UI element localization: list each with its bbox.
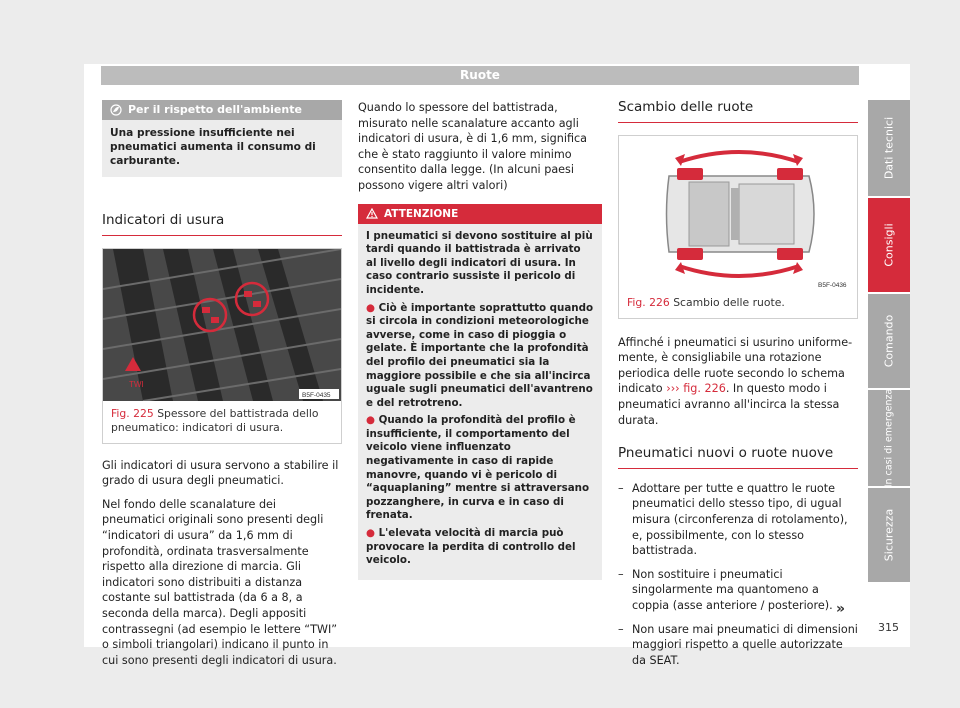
- figure-225-caption: Fig. 225 Spessore del battistrada dello pneumatico: indicatori di usura.: [111, 406, 319, 434]
- warning-triangle-icon: [366, 208, 378, 219]
- list-item: – Non usare mai pneumatici di dimensioni maggiori rispetto a quelle autorizzate da SEAT.: [618, 622, 858, 669]
- figure-226-code: B5F-0436: [818, 281, 847, 289]
- warning-box: [358, 204, 602, 580]
- figure-226: [618, 135, 858, 319]
- environment-note: [102, 100, 342, 177]
- figure-226-caption: Fig. 226 Scambio delle ruote.: [627, 295, 785, 309]
- advice-list: [618, 481, 858, 669]
- list-item: – Adottare per tutte e quattro le ruote pneumatici dello stesso tipo, di ugual misura (circonferenza di rotolamento), e, possibilmente, con lo stesso battistrada.: [618, 481, 858, 559]
- page-number: 315: [878, 621, 899, 634]
- warning-bullet-2: ● Quando la profondità del profilo è insufficiente, il comportamento del veicolo viene influenzato negativamente in caso di rapide manovre, quando vi è pericolo di “aquaplaning” mentre si attraversano pozzanghere, in curva e in caso di frenata.: [366, 414, 590, 522]
- leaf-icon: [110, 104, 122, 116]
- wheel-rotation-diagram: [619, 136, 857, 290]
- page-header: Ruote: [101, 66, 859, 85]
- warning-intro: I pneumatici si devono sostituire al più tardi quando il battistrada è arrivato al livello degli indicatori di usura. In caso contrario sussiste il pericolo di incidente.: [366, 229, 593, 296]
- list-item: – Non sostituire i pneumatici singolarmente ma quantomeno a coppia (asse anteriore / posteriore).: [618, 567, 858, 614]
- section-title-scambio: Scambio delle ruote: [618, 100, 858, 123]
- tire-tread-image: [103, 249, 341, 401]
- tab-consigli[interactable]: Consigli: [868, 198, 910, 292]
- environment-note-text: Una pressione insufficiente nei pneumatici aumenta il consumo di carburante.: [110, 127, 316, 167]
- paragraph-usura-2: Nel fondo delle scanalature dei pneumatici originali sono presenti degli “indicatori di usura” da 1,6 mm di profondità, ordinata trasversalmente rispetto alla direzione di marcia. Gli indicatori sono distribuiti a distanza costante sul battistrada (da 6 a 8, a seconda della marca). Degli appositi contrassegni (ad esempio le lettere “TWI” o simboli triangolari) indicano il punto in cui sono presenti degli indicatori di usura.: [102, 497, 338, 667]
- figure-225-number: Fig. 225: [111, 406, 154, 420]
- tab-in-casi-di-emergenza[interactable]: In casi di emergenza: [868, 390, 910, 486]
- figure-225: [102, 248, 342, 444]
- column-1: [102, 100, 342, 676]
- figure-226-link[interactable]: ››› fig. 226: [666, 382, 726, 396]
- figure-225-code: B5F-0435: [302, 391, 331, 399]
- column-2: [358, 100, 602, 580]
- paragraph-scambio: Affinché i pneumatici si usurino uniformemente, è consigliabile una rotazione periodica delle ruote secondo lo schema indicato ››› fig. 226. In questo modo i pneumatici avranno all'incirca la stessa durata.: [618, 335, 853, 427]
- paragraph-usura-1: Gli indicatori di usura servono a stabilire il grado di usura degli pneumatici.: [102, 458, 339, 488]
- paragraph-spessore: Quando lo spessore del battistrada, misurato nelle scanalature accanto agli indicatori di usura, è di 1,6 mm, significa che è stato raggiunto il valore minimo consentito dalla legge. (In alcuni paesi possono vigere altri valori): [358, 101, 588, 192]
- environment-note-title: Per il rispetto dell'ambiente: [128, 103, 302, 116]
- warning-bullet-1: ● Ciò è importante soprattutto quando si circola in condizioni meteorologiche avverse, come in caso di pioggia o gelate. È importante che la profondità del profilo dei pneumatici sia la maggiore possibile e che sia all'incirca uguale sugli pneumatici dell'avantreno e del retrotreno.: [366, 301, 594, 409]
- continued-marker: »: [836, 601, 846, 617]
- column-3: [618, 100, 858, 676]
- tab-comando[interactable]: Comando: [868, 294, 910, 388]
- tab-sicurezza[interactable]: Sicurezza: [868, 488, 910, 582]
- warning-title: ATTENZIONE: [384, 207, 459, 220]
- figure-226-number: Fig. 226: [627, 295, 670, 309]
- section-title-nuovi: Pneumatici nuovi o ruote nuove: [618, 446, 858, 469]
- twi-marking: TWI: [129, 379, 144, 389]
- section-title-usura: Indicatori di usura: [102, 213, 342, 236]
- warning-bullet-3: ● L'elevata velocità di marcia può provocare la perdita di controllo del veicolo.: [366, 527, 576, 567]
- tab-dati-tecnici[interactable]: Dati tecnici: [868, 100, 910, 196]
